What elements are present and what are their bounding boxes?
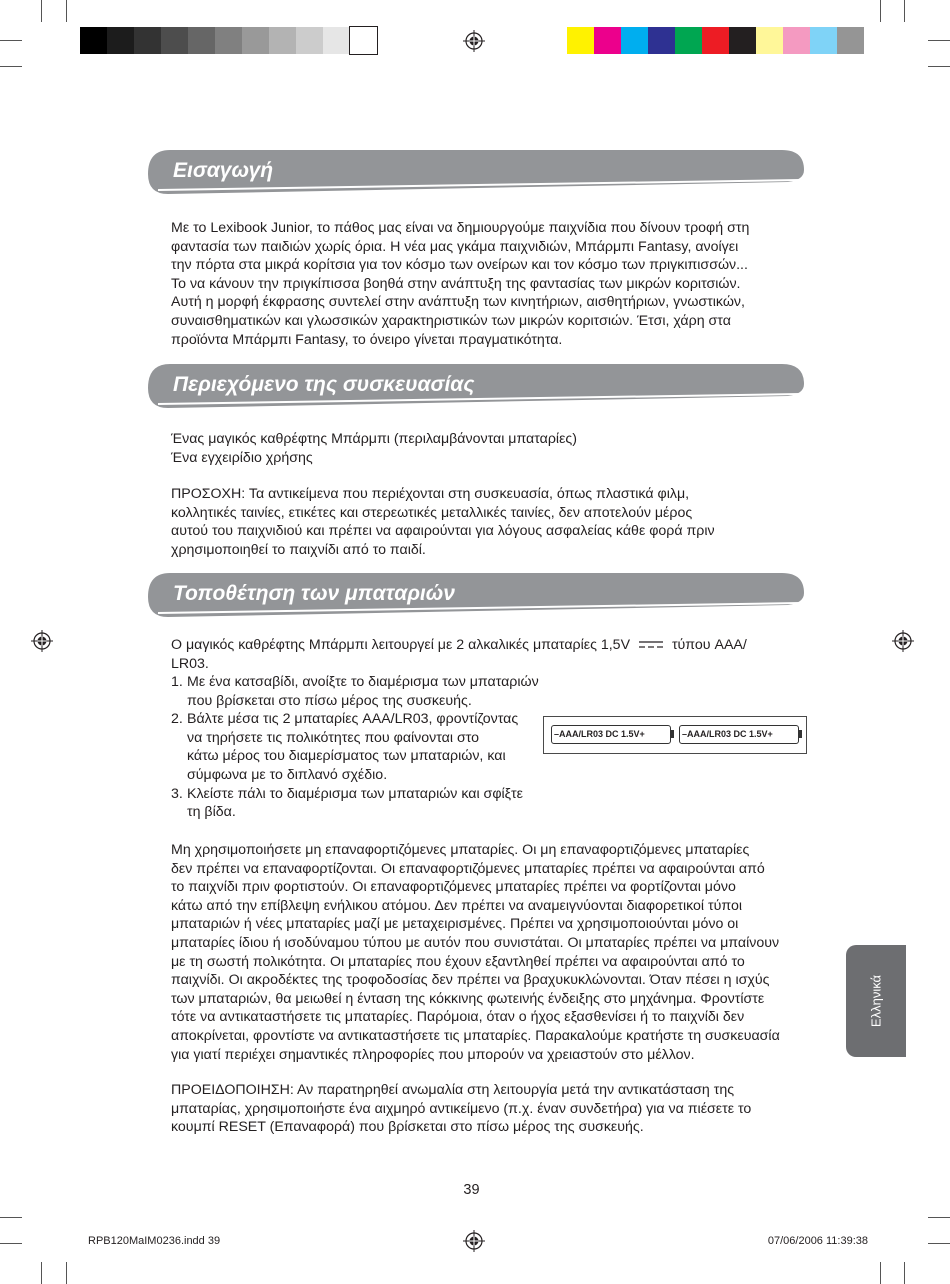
battery-care-paragraph <box>171 841 805 1064</box>
color-swatch <box>269 27 296 54</box>
list-item: Ένα εγχειρίδιο χρήσης <box>171 449 313 466</box>
list-item <box>171 673 539 710</box>
battery-icon <box>679 725 799 744</box>
text-line: τότε να αντικαταστήσετε τις μπαταρίες. Παρόμοια, όταν ο ήχος εξασθενίσει ή το παιχνίδι δεν <box>171 1009 745 1026</box>
language-side-tab <box>846 945 906 1057</box>
text-line: μπαταρίες ίδιου ή ισοδύναμου τύπου με αυτόν που συνιστάται. Οι μπαταρίες πρέπει να μπαίνουν <box>171 934 780 951</box>
battery-type-text: τύπου AAA/ <box>671 637 747 653</box>
text-line: Βάλτε μέσα τις 2 μπαταρίες AAA/LR03, φροντίζοντας <box>187 711 519 728</box>
list-item <box>171 710 539 784</box>
battery-terminal <box>671 730 674 738</box>
crop-mark <box>880 1262 881 1284</box>
crop-mark <box>928 1217 950 1218</box>
text-line: Κλείστε πάλι το διαμέρισμα των μπαταριών και σφίξτε <box>187 785 523 802</box>
page-number: 39 <box>463 1182 480 1198</box>
color-swatch <box>729 27 756 54</box>
text-line: ΠΡΟΕΙΔΟΠΟΙΗΣΗ: Αν παρατηρηθεί ανωμαλία στη λειτουργία μετά την αντικατάσταση της <box>171 1082 735 1098</box>
battery-plus: + <box>639 729 645 739</box>
color-swatch <box>80 27 107 54</box>
text-line: κουμπί RESET (Επαναφορά) που βρίσκεται στο πίσω μέρος της συσκευής. <box>171 1119 644 1136</box>
caution-paragraph <box>171 485 805 559</box>
color-swatch <box>702 27 729 54</box>
battery-label: AAA/LR03 DC 1.5V <box>687 729 768 739</box>
color-swatch <box>296 27 323 54</box>
color-swatch <box>215 27 242 54</box>
color-swatch <box>350 27 377 54</box>
text-line: αποκρίνεται, φροντίστε να αντικαταστήσετε τις μπαταρίες. Παρακαλούμε κρατήστε τη συσκευασία <box>171 1027 780 1044</box>
crop-mark <box>928 40 950 41</box>
registration-mark-icon <box>463 1230 485 1252</box>
text-line: κάτω μέρος του διαμερίσματος των μπαταριών, και <box>187 748 506 765</box>
text-line: δεν πρέπει να επαναφορτίζονται. Οι επαναφορτιζόμενες μπαταρίες πρέπει να αφαιρούνται από <box>171 860 765 877</box>
section-title: Εισαγωγή <box>173 159 274 182</box>
section-banner-batteries <box>148 573 804 617</box>
battery-intro <box>171 636 805 673</box>
text-line <box>171 636 805 655</box>
crop-mark <box>41 0 42 22</box>
text-line: κάτω από την επίβλεψη ενήλικου ατόμου. Δεν πρέπει να αναμειγνύονται διαφορετικοί τύποι <box>171 897 743 914</box>
text-line: Αυτή η μορφή έκφρασης συντελεί στην ανάπτυξη των κινητήριων, αισθητήριων, γνωστικών, <box>171 294 745 311</box>
crop-mark <box>928 1243 950 1244</box>
color-swatch <box>188 27 215 54</box>
text-line: Το να κάνουν την πριγκίπισσα βοηθά στην ανάπτυξη της φαντασίας των μικρών κοριτσιών. <box>171 275 741 292</box>
battery-intro-text: Ο μαγικός καθρέφτης Μπάρμπι λειτουργεί με 2 αλκαλικές μπαταρίες 1,5V <box>171 637 631 653</box>
registration-mark-icon <box>892 630 914 652</box>
text-line: των μπαταριών, θα μειωθεί η ένταση της κόκκινης φωτεινής ένδειξης στο μηχάνημα. Φροντίστε <box>171 990 765 1007</box>
section-banner-intro <box>148 150 804 194</box>
intro-paragraph <box>171 219 805 349</box>
color-swatch <box>783 27 810 54</box>
text-line: το παιχνίδι πριν φορτιστούν. Οι επαναφορτιζόμενες μπαταρίες πρέπει να φορτίζονται μόνο <box>171 879 736 896</box>
text-line: συναισθηματικών και γλωσσικών χαρακτηριστικών των μικρών κοριτσιών. Έτσι, χάρη στα <box>171 312 731 329</box>
battery-label: AAA/LR03 DC 1.5V <box>559 729 640 739</box>
registration-mark-icon <box>31 630 53 652</box>
reset-warning-paragraph <box>171 1081 805 1137</box>
text-line: Με το Lexibook Junior, το πάθος μας είναι να δημιουργούμε παιχνίδια που δίνουν τροφή στη <box>171 220 750 236</box>
crop-mark <box>0 1243 22 1244</box>
color-swatch <box>675 27 702 54</box>
footer-datetime: 07/06/2006 11:39:38 <box>767 1235 868 1247</box>
text-line: χρησιμοποιηθεί το παιχνίδι από το παιδί. <box>171 541 426 558</box>
footer-filename: RPB120MaIM0236.indd 39 <box>88 1235 221 1247</box>
color-swatch <box>161 27 188 54</box>
list-item: Ένας μαγικός καθρέφτης Μπάρμπι (περιλαμβάνονται μπαταρίες) <box>171 431 577 447</box>
text-line: αυτού του παιχνιδιού και πρέπει να αφαιρούνται για λόγους ασφαλείας κάθε φορά πριν <box>171 523 715 540</box>
battery-plus: + <box>767 729 773 739</box>
crop-mark <box>66 0 67 22</box>
battery-icon <box>551 725 671 744</box>
text-line: που βρίσκεται στο πίσω μέρος της συσκευής. <box>187 692 472 709</box>
color-swatch <box>621 27 648 54</box>
text-line: τη βίδα. <box>187 804 236 821</box>
crop-mark <box>880 0 881 22</box>
color-swatch <box>810 27 837 54</box>
color-swatch <box>648 27 675 54</box>
text-line: κολλητικές ταινίες, ετικέτες και στερεωτικές μεταλλικές ταινίες, δεν αποτελούν μέρος <box>171 504 693 521</box>
color-swatch <box>242 27 269 54</box>
crop-mark <box>904 1262 905 1284</box>
text-line: για γιατί περιέχει σημαντικές πληροφορίες που μπορούν να χρειαστούν στο μέλλον. <box>171 1046 695 1063</box>
text-line: με τη σωστή πολικότητα. Οι μπαταρίες που έχουν εξαντληθεί πρέπει να αφαιρούνται από το <box>171 953 745 970</box>
text-line: την πόρτα στα μικρά κορίτσια για τον κόσμο των ονείρων και τον κόσμο των πριγκιπισσών... <box>171 257 748 274</box>
text-line: να τηρήσετε τις πολικότητες που φαίνονται στο <box>187 729 480 746</box>
battery-steps <box>171 673 539 822</box>
text-line: Με ένα κατσαβίδι, ανοίξτε το διαμέρισμα των μπαταριών <box>187 674 539 690</box>
dc-symbol-icon <box>638 640 664 650</box>
battery-minus: – <box>554 729 560 739</box>
text-line: παιχνίδι. Οι ακροδέκτες της τροφοδοσίας δεν πρέπει να βραχυκυκλώνονται. Όταν πέσει η ισχύς <box>171 972 770 989</box>
step-number: 3. <box>171 785 183 802</box>
crop-mark <box>0 66 22 67</box>
list-item <box>171 785 539 822</box>
text-line: LR03. <box>171 655 209 672</box>
text-line: προϊόντα Μπάρμπι Fantasy, το όνειρο γίνεται πραγματικότητα. <box>171 331 563 348</box>
text-line: Μη χρησιμοποιήσετε μη επαναφορτιζόμενες μπαταρίες. Οι μη επαναφορτιζόμενες μπαταρίες <box>171 842 750 858</box>
crop-mark <box>928 66 950 67</box>
section-banner-contents <box>148 364 804 408</box>
section-title: Περιεχόμενο της συσκευασίας <box>173 373 475 396</box>
color-swatch <box>107 27 134 54</box>
registration-mark-icon <box>463 30 485 52</box>
text-line: ΠΡΟΣΟΧΗ: Τα αντικείμενα που περιέχονται στη συσκευασία, όπως πλαστικά φιλμ, <box>171 486 690 502</box>
step-number: 2. <box>171 711 183 728</box>
contents-list <box>171 430 805 467</box>
color-swatch <box>134 27 161 54</box>
color-swatch <box>756 27 783 54</box>
color-swatch <box>323 27 350 54</box>
crop-mark <box>41 1262 42 1284</box>
battery-diagram <box>543 716 807 754</box>
step-number: 1. <box>171 674 183 690</box>
text-line: μπαταρίας, χρησιμοποιήστε ένα αιχμηρό αντικείμενο (π.χ. έναν συνδετήρα) για να πιέσετε το <box>171 1100 752 1117</box>
battery-terminal <box>799 730 802 738</box>
crop-mark <box>0 1217 22 1218</box>
text-line: σύμφωνα με το διπλανό σχέδιο. <box>187 766 388 783</box>
section-title: Τοποθέτηση των μπαταριών <box>173 582 455 605</box>
color-swatch <box>837 27 864 54</box>
crop-mark <box>66 1262 67 1284</box>
color-swatch <box>567 27 594 54</box>
crop-mark <box>0 40 22 41</box>
battery-minus: – <box>682 729 688 739</box>
color-swatch <box>594 27 621 54</box>
text-line: μπαταριών ή νέες μπαταρίες μαζί με μεταχειρισμένες. Πρέπει να χρησιμοποιούνται μόνο οι <box>171 916 739 933</box>
text-line: φαντασία των παιδιών χωρίς όρια. Η νέα μας γκάμα παιχνιδιών, Μπάρμπι Fantasy, ανοίγει <box>171 238 739 255</box>
crop-mark <box>904 0 905 22</box>
language-label: Ελληνικά <box>868 974 884 1028</box>
